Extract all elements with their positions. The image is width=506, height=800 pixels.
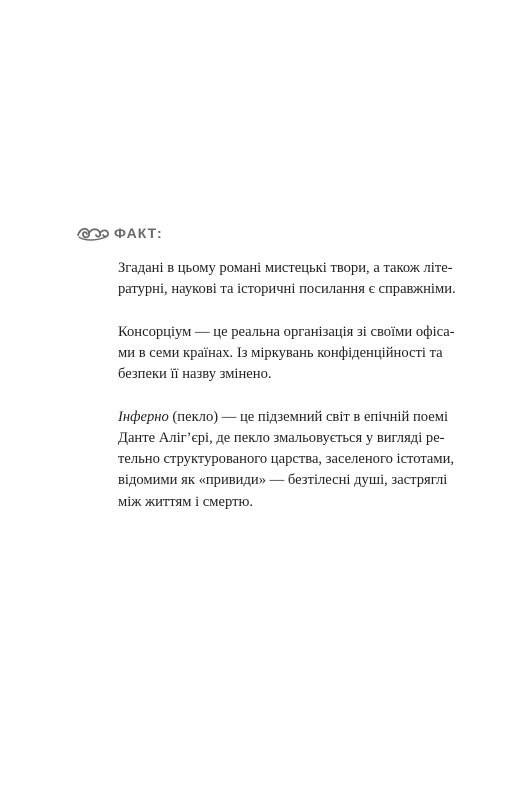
text-line: Консорціум — це реальна організація зі своїми офіса- bbox=[118, 323, 455, 340]
paragraph-consortium bbox=[118, 322, 455, 386]
section-heading bbox=[76, 222, 163, 244]
text-line: між життям і смертю. bbox=[118, 493, 253, 510]
text-line: Згадані в цьому романі мистецькі твори, а також літе- bbox=[118, 260, 453, 276]
text-line: Данте Аліг’єрі, де пекло змальовується у вигляді ре- bbox=[118, 430, 445, 446]
text-line: тельно структурованого царства, заселеного істотами, bbox=[118, 451, 455, 468]
italic-term: Інферно bbox=[118, 408, 169, 425]
text-line: безпеки її назву змінено. bbox=[118, 366, 272, 383]
text-line: ратурні, наукові та історичні посилання є справжніми. bbox=[118, 281, 456, 298]
text-line bbox=[118, 407, 449, 428]
paragraph-inferno bbox=[118, 407, 455, 513]
paragraph-artworks bbox=[118, 258, 456, 300]
flourish-ornament-icon bbox=[76, 224, 110, 242]
section-title: ФАКТ: bbox=[114, 225, 163, 241]
text-line: ми в семи країнах. Із міркувань конфіденційності та bbox=[118, 345, 443, 361]
text-line: відомими як «привиди» — безтілесні душі, застряглі bbox=[118, 472, 448, 489]
text-fragment: (пекло) — це підземний світ в епічній поемі bbox=[168, 408, 449, 425]
fact-body bbox=[118, 258, 456, 534]
